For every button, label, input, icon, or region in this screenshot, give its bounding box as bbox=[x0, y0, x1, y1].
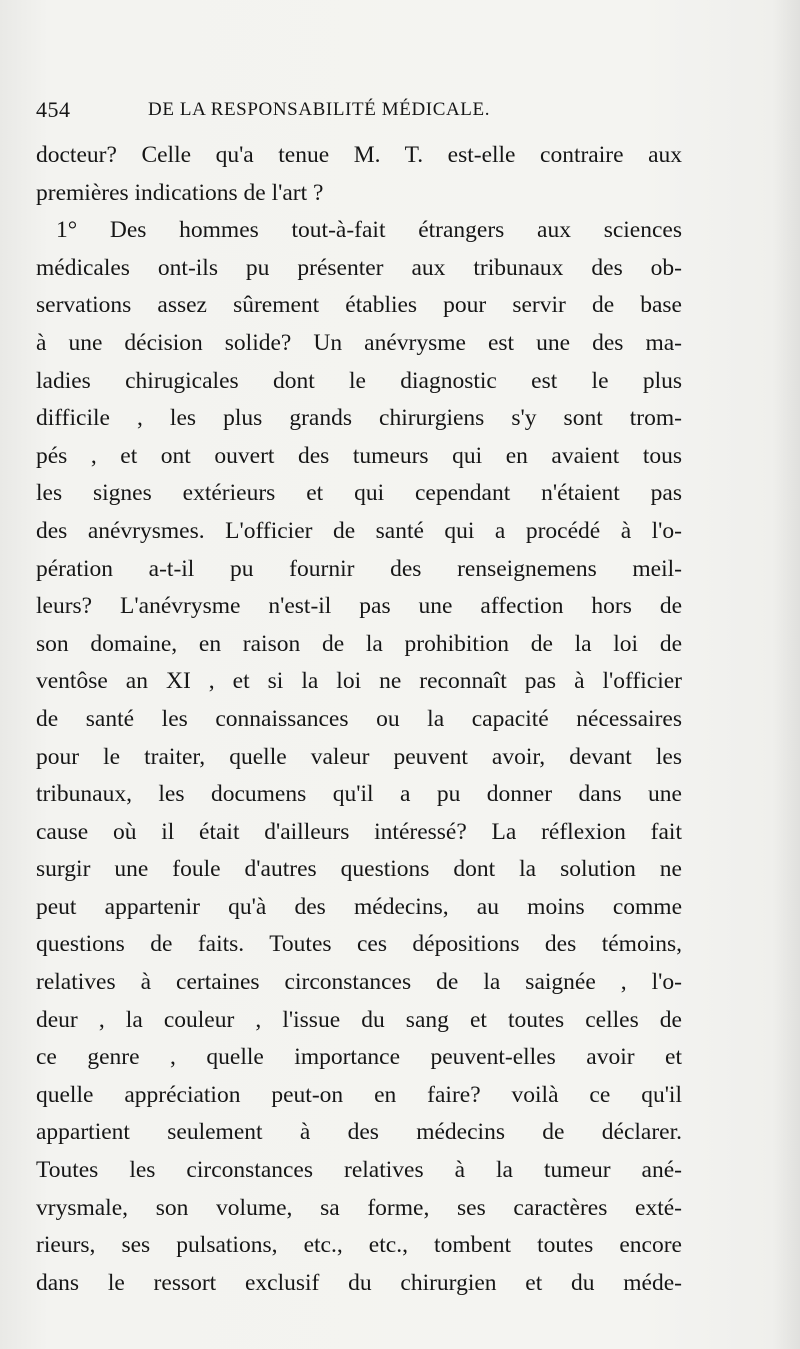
text-line: difficile , les plus grands chirurgiens s'y sont trom- bbox=[36, 405, 682, 432]
text-line: rieurs, ses pulsations, etc., etc., tombent toutes encore bbox=[36, 1232, 682, 1259]
text-line: médicales ont-ils pu présenter aux tribunaux des ob- bbox=[36, 254, 682, 281]
text-line: questions de faits. Toutes ces dépositions des témoins, bbox=[36, 931, 682, 958]
text-line: surgir une foule d'autres questions dont la solution ne bbox=[36, 856, 682, 883]
text-line: de santé les connaissances ou la capacité nécessaires bbox=[36, 705, 682, 732]
text-line: docteur? Celle qu'a tenue M. T. est-elle contraire aux bbox=[36, 142, 682, 168]
text-line: pés , et ont ouvert des tumeurs qui en avaient tous bbox=[36, 442, 682, 469]
page-number: 454 bbox=[36, 97, 71, 122]
text-line: Toutes les circonstances relatives à la tumeur ané- bbox=[36, 1157, 682, 1184]
text-line: dans le ressort exclusif du chirurgien et du méde- bbox=[36, 1269, 682, 1296]
text-line: ventôse an XI , et si la loi ne reconnaît pas à l'officier bbox=[36, 668, 682, 695]
text-line: ce genre , quelle importance peuvent-elles avoir et bbox=[36, 1044, 682, 1071]
body-text bbox=[36, 137, 682, 1302]
text-line: peut appartenir qu'à des médecins, au moins comme bbox=[36, 893, 682, 920]
page-edge-shadow bbox=[772, 0, 800, 1349]
text-line: vrysmale, son volume, sa forme, ses caractères exté- bbox=[36, 1194, 682, 1221]
page-header bbox=[36, 97, 680, 131]
text-line: 1° Des hommes tout-à-fait étrangers aux sciences bbox=[56, 217, 682, 244]
text-line: ladies chirugicales dont le diagnostic est le plus bbox=[36, 367, 682, 394]
text-line: deur , la couleur , l'issue du sang et toutes celles de bbox=[36, 1006, 682, 1033]
text-line: pour le traiter, quelle valeur peuvent avoir, devant les bbox=[36, 743, 682, 770]
text-line: son domaine, en raison de la prohibition de la loi de bbox=[36, 630, 682, 657]
text-line: leurs? L'anévrysme n'est-il pas une affection hors de bbox=[36, 593, 682, 620]
text-line: cause où il était d'ailleurs intéressé? La réflexion fait bbox=[36, 818, 682, 845]
text-line: servations assez sûrement établies pour servir de base bbox=[36, 292, 682, 319]
text-line: quelle appréciation peut-on en faire? voilà ce qu'il bbox=[36, 1081, 682, 1108]
text-line: tribunaux, les documens qu'il a pu donner dans une bbox=[36, 781, 682, 808]
text-line: appartient seulement à des médecins de déclarer. bbox=[36, 1119, 682, 1146]
text-line: relatives à certaines circonstances de la saignée , l'o- bbox=[36, 969, 682, 996]
running-head: DE LA RESPONSABILITÉ MÉDICALE. bbox=[148, 99, 491, 120]
text-line: à une décision solide? Un anévrysme est une des ma- bbox=[36, 329, 682, 356]
text-line: les signes extérieurs et qui cependant n'étaient pas bbox=[36, 480, 682, 507]
text-line: premières indications de l'art ? bbox=[36, 179, 324, 206]
text-line: pération a-t-il pu fournir des renseignemens meil- bbox=[36, 555, 682, 582]
text-line: des anévrysmes. L'officier de santé qui a procédé à l'o- bbox=[36, 517, 682, 544]
